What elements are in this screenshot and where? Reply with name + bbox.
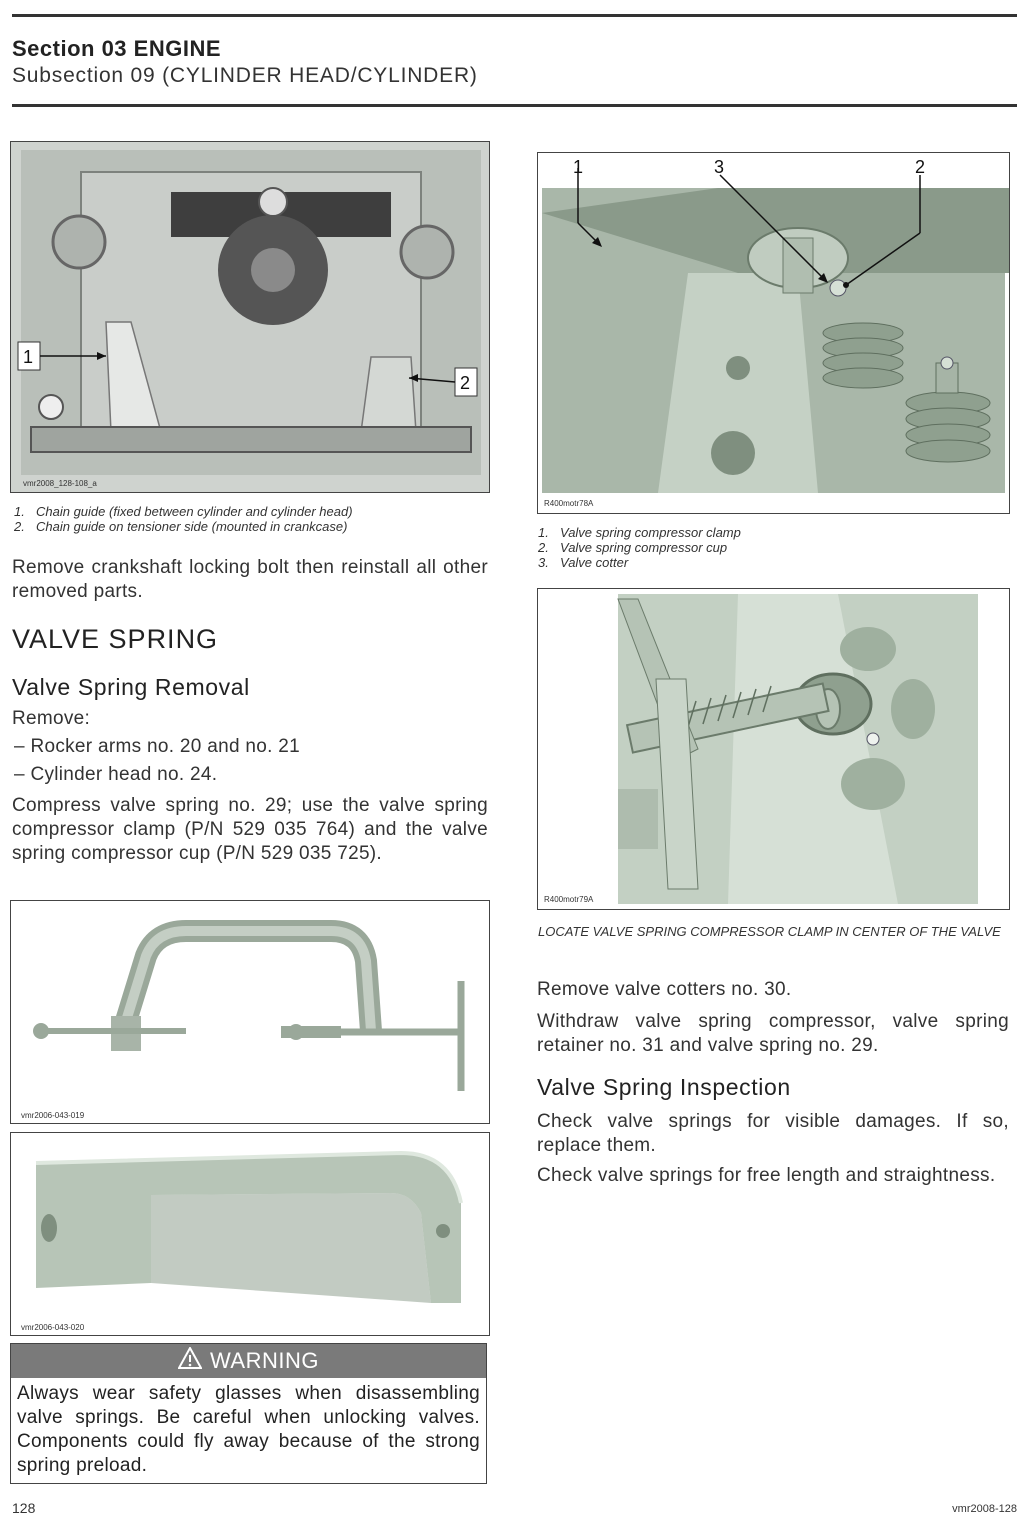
warning-header <box>11 1344 486 1378</box>
compressor-clamp-illustration <box>11 901 489 1123</box>
paragraph-withdraw-compressor: Withdraw valve spring compressor, valve spring retainer no. 31 and valve spring no. 29. <box>537 1011 1009 1056</box>
legend-item: 2. Valve spring compressor cup <box>538 540 728 555</box>
page-number: 128 <box>12 1500 36 1516</box>
figure-clamp-code: vmr2006-043-019 <box>21 1111 85 1120</box>
section-title: Section 03 ENGINE <box>12 36 222 61</box>
paragraph-compress-spring: Compress valve spring no. 29; use the valve spring compressor clamp (P/N 529 035 764) and the valve spring compressor cup (P/N 529 035 725). <box>12 795 488 864</box>
warning-triangle-icon <box>178 1347 202 1375</box>
heading-valve-spring-removal: Valve Spring Removal <box>12 674 250 700</box>
header-bottom-rule <box>12 104 1017 107</box>
fig1-callout-1: 1 <box>23 347 34 367</box>
warning-text: Always wear safety glasses when disassembling valve springs. Be careful when unlocking valves. Components could fly away because of the strong spring preload. <box>17 1383 480 1476</box>
locate-clamp-illustration <box>538 589 1009 909</box>
warning-box <box>10 1343 487 1484</box>
legend-item: 3. Valve cotter <box>538 555 629 570</box>
legend-item: 2. Chain guide on tensioner side (mounted in crankcase) <box>14 519 348 534</box>
paragraph-remove-crankshaft: Remove crankshaft locking bolt then reinstall all other removed parts. <box>12 557 488 602</box>
figure-chain-guides <box>10 141 490 493</box>
legend-item: 1. Valve spring compressor clamp <box>538 525 741 540</box>
chain-guides-illustration <box>11 142 489 492</box>
paragraph-inspection-damages: Check valve springs for visible damages. If so, replace them. <box>537 1111 1009 1156</box>
compressor-cup-illustration <box>11 1133 489 1335</box>
figure-compressor-clamp <box>10 900 490 1124</box>
remove-item: – Cylinder head no. 24. <box>14 764 218 785</box>
fig2-callout-3: 3 <box>714 157 725 177</box>
subsection-title: Subsection 09 (CYLINDER HEAD/CYLINDER) <box>12 64 478 87</box>
legend-item: 1. Chain guide (fixed between cylinder and cylinder head) <box>14 504 353 519</box>
figure2-code: R400motr78A <box>544 499 594 508</box>
figure3-code: R400motr79A <box>544 895 594 904</box>
figure2-legend <box>538 525 998 570</box>
compressor-installed-illustration <box>538 153 1009 513</box>
remove-item: – Rocker arms no. 20 and no. 21 <box>14 736 301 757</box>
heading-valve-spring: VALVE SPRING <box>12 624 219 654</box>
fig2-callout-2: 2 <box>915 157 926 177</box>
fig1-callout-2: 2 <box>460 373 471 393</box>
warning-title: WARNING <box>209 1348 319 1373</box>
heading-valve-spring-inspection: Valve Spring Inspection <box>537 1074 791 1100</box>
document-code: vmr2008-128 <box>952 1503 1017 1515</box>
figure-cup-code: vmr2006-043-020 <box>21 1323 85 1332</box>
figure-compressor-cup <box>10 1132 490 1336</box>
figure-locate-clamp <box>537 588 1010 910</box>
paragraph-remove-cotters: Remove valve cotters no. 30. <box>537 979 792 1000</box>
fig2-callout-1: 1 <box>573 157 584 177</box>
figure3-caption: LOCATE VALVE SPRING COMPRESSOR CLAMP IN CENTER OF THE VALVE <box>538 924 1001 939</box>
figure-compressor-installed <box>537 152 1010 514</box>
header-top-rule <box>12 14 1017 17</box>
figure1-code: vmr2008_128-108_a <box>23 479 97 488</box>
remove-label: Remove: <box>12 708 91 729</box>
paragraph-inspection-length: Check valve springs for free length and straightness. <box>537 1165 996 1186</box>
figure1-legend <box>14 504 484 534</box>
